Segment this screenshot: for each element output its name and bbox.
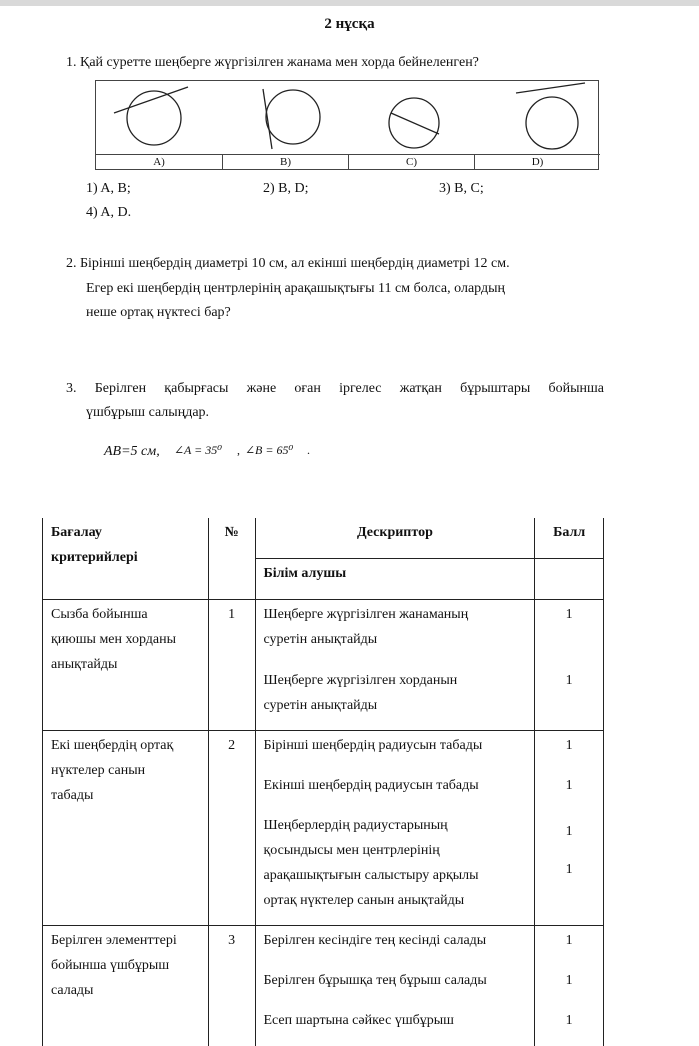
- descriptor-line: Шеңберге жүргізілген жанаманың: [264, 602, 527, 627]
- score-3-1: [535, 926, 604, 967]
- figure-label-c: C): [348, 154, 474, 170]
- score-3-2: [535, 966, 604, 1006]
- criterion-2-line: Екі шеңбердің ортақ: [51, 733, 200, 758]
- table-row: [43, 731, 604, 772]
- question-2-line-1: 2. Бірінші шеңбердің диаметрі 10 см, ал екінші шеңбердің диаметрі 12 см.: [66, 256, 510, 272]
- criterion-3-line: Берілген элементтері: [51, 928, 200, 953]
- criterion-1-line: анықтайды: [51, 652, 200, 677]
- score-text: 1: [535, 773, 603, 798]
- given-angle-a: ∠A = 35⁰: [174, 443, 222, 458]
- descriptor-1-2: [255, 666, 535, 731]
- number-3-text: 3: [209, 928, 255, 953]
- descriptor-line: арақашықтығын салыстыру арқылы: [264, 863, 527, 888]
- number-3: [208, 926, 255, 1046]
- score-1-1: [535, 600, 604, 667]
- top-edge: [0, 0, 699, 6]
- page-title: 2 нұсқа: [0, 16, 699, 33]
- criterion-1-line: қиюшы мен хорданы: [51, 627, 200, 652]
- score-1-2: [535, 666, 604, 731]
- given-ab: AB=5 см,: [104, 444, 160, 460]
- score-text: 1: [535, 1008, 603, 1033]
- question-3-line-1: 3. Берілген қабырғасы және оған іргелес жатқан бұрыштары бойынша: [66, 381, 604, 397]
- score-text: 1: [535, 968, 603, 993]
- descriptor-line: суретін анықтайды: [264, 693, 527, 718]
- descriptor-2-1: [255, 731, 535, 772]
- score-3-3: [535, 1006, 604, 1046]
- score-2-2: [535, 771, 604, 811]
- given-separator: ,: [237, 443, 240, 458]
- line-d: [516, 83, 585, 93]
- table-header-row: [43, 518, 604, 559]
- question-1-figure: [95, 80, 599, 170]
- given-end: .: [307, 443, 310, 458]
- descriptor-subheader-text: Білім алушы: [256, 561, 535, 586]
- header-number-text: №: [209, 520, 255, 545]
- descriptor-3-1: [255, 926, 535, 967]
- header-criteria: [43, 518, 209, 600]
- header-criteria-line: критерийлері: [51, 545, 200, 570]
- number-2: [208, 731, 255, 926]
- option-3: 3) B, C;: [439, 181, 484, 197]
- descriptor-1-1: [255, 600, 535, 667]
- descriptor-line: Екінші шеңбердің радиусын табады: [256, 773, 535, 798]
- descriptor-line: Шеңберлердің радиустарының: [264, 813, 527, 838]
- assessment-table: [42, 518, 604, 1046]
- descriptor-line: Есеп шартына сәйкес үшбұрыш: [256, 1008, 535, 1033]
- criterion-3-line: бойынша үшбұрыш: [51, 953, 200, 978]
- criterion-1-line: Сызба бойынша: [51, 602, 200, 627]
- descriptor-subheader: [255, 559, 535, 600]
- descriptor-2-2: [255, 771, 535, 811]
- table-row: [43, 926, 604, 967]
- score-text: 1: [543, 813, 595, 851]
- header-score-text: Балл: [535, 520, 603, 545]
- number-1: [208, 600, 255, 731]
- question-3-line-2: үшбұрыш салыңдар.: [86, 405, 209, 421]
- option-4: 4) A, D.: [86, 205, 131, 221]
- criterion-3: [43, 926, 209, 1046]
- criterion-1: [43, 600, 209, 731]
- descriptor-line: Шеңберге жүргізілген хорданын: [264, 668, 527, 693]
- number-1-text: 1: [209, 602, 255, 627]
- criterion-2: [43, 731, 209, 926]
- descriptor-line: суретін анықтайды: [264, 627, 527, 652]
- figure-label-d: D): [474, 154, 600, 170]
- number-2-text: 2: [209, 733, 255, 758]
- descriptor-2-3: [255, 811, 535, 926]
- score-2-3: [535, 811, 604, 926]
- header-criteria-line: Бағалау: [51, 520, 200, 545]
- criterion-2-line: нүктелер санын: [51, 758, 200, 783]
- option-1: 1) A, B;: [86, 181, 131, 197]
- figure-label-b: B): [222, 154, 348, 170]
- header-descriptor: [255, 518, 535, 559]
- score-text: 1: [535, 668, 603, 693]
- score-text: 1: [535, 733, 603, 758]
- question-2-line-3: неше ортақ нүктесі бар?: [86, 305, 231, 321]
- score-subheader-empty: [535, 559, 604, 600]
- figure-label-a: A): [96, 154, 222, 170]
- criterion-2-line: табады: [51, 783, 200, 808]
- descriptor-line: қосындысы мен центрлерінің: [264, 838, 527, 863]
- score-text: 1: [543, 851, 595, 889]
- line-c: [391, 113, 439, 134]
- criterion-3-line: салады: [51, 978, 200, 1003]
- score-text: 1: [535, 602, 603, 627]
- option-2: 2) B, D;: [263, 181, 309, 197]
- table-row: [43, 600, 604, 667]
- circle-b: [266, 90, 320, 144]
- given-angle-b: ∠B = 65⁰: [245, 443, 293, 458]
- question-1-text: 1. Қай суретте шеңберге жүргізілген жанама мен хорда бейнеленген?: [66, 55, 479, 71]
- line-b: [263, 89, 272, 149]
- descriptor-line: Бірінші шеңбердің радиусын табады: [256, 733, 535, 758]
- circle-d: [526, 97, 578, 149]
- header-number: [208, 518, 255, 600]
- descriptor-line: Берілген кесіндіге тең кесінді салады: [256, 928, 535, 953]
- descriptor-3-2: [255, 966, 535, 1006]
- question-2-line-2: Егер екі шеңбердің центрлерінің арақашықтығы 11 см болса, олардың: [86, 281, 505, 297]
- score-2-1: [535, 731, 604, 772]
- header-score: [535, 518, 604, 559]
- score-text: 1: [535, 928, 603, 953]
- header-descriptor-text: Дескриптор: [256, 520, 535, 545]
- descriptor-line: ортақ нүктелер санын анықтайды: [264, 888, 527, 913]
- descriptor-3-3: [255, 1006, 535, 1046]
- descriptor-line: Берілген бұрышқа тең бұрыш салады: [256, 968, 535, 993]
